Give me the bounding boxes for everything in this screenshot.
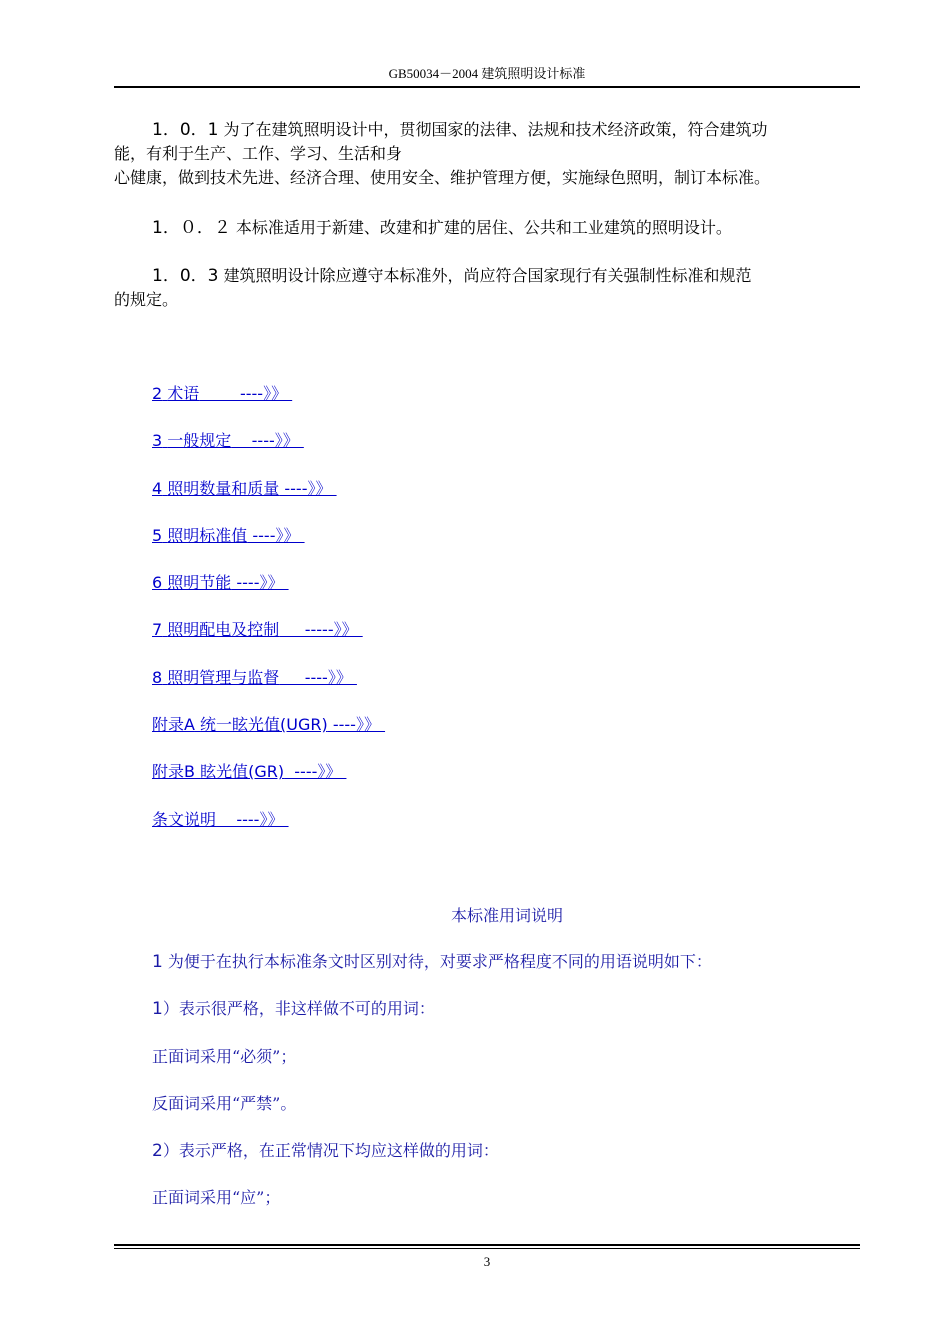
clause-text: 本标准适用于新建、改建和扩建的居住、公共和工业建筑的照明设计。 [235,218,732,237]
usage-line: 正面词采用“应”； [152,1188,281,1208]
usage-line: 1）表示很严格，非这样做不可的用词： [152,999,435,1020]
usage-list [152,950,712,1234]
toc-item [152,618,385,665]
toc-link-appendix-b[interactable]: 附录B 眩光值(GR) ----》》 [152,762,347,782]
clause-1-0-2 [114,216,864,240]
footer-rule [114,1244,860,1249]
clause-number: 1．０．２ [152,218,231,238]
toc-link-energy-saving[interactable]: 6 照明节能 ----》》 [152,573,289,593]
toc-link-quantity-quality[interactable]: 4 照明数量和质量 ----》》 [152,478,337,498]
toc-item [152,382,385,429]
toc-link-explanation[interactable]: 条文说明 ----》》 [152,809,289,829]
toc-link-management[interactable]: 8 照明管理与监督 ----》》 [152,667,357,687]
clause-number: 1．0．1 [152,120,219,140]
usage-section-heading: 本标准用词说明 [450,906,563,925]
clause-line: 心健康，做到技术先进、经济合理、使用安全、维护管理方便，实施绿色照明，制订本标准。 [114,168,771,187]
clause-number: 1．0．3 [152,266,219,286]
clause-1-0-1 [114,118,864,190]
usage-line: 2）表示严格，在正常情况下均应这样做的用词： [152,1141,499,1162]
usage-line: 1 为便于在执行本标准条文时区别对待，对要求严格程度不同的用语说明如下： [152,952,712,972]
toc-item [152,713,385,760]
toc-item [152,760,385,807]
toc-item [152,429,385,476]
toc-item [152,571,385,618]
page-number: 3 [483,1254,491,1269]
toc-item [152,666,385,713]
clause-1-0-3 [114,264,864,312]
toc-item [152,808,385,855]
usage-line: 反面词采用“严禁”。 [152,1093,297,1113]
clause-text: 为了在建筑照明设计中，贯彻国家的法律、法规和技术经济政策，符合建筑功 [223,120,768,139]
toc-item [152,477,385,524]
toc-link-appendix-a[interactable]: 附录A 统一眩光值(UGR) ----》》 [152,715,386,735]
clause-line: 的规定。 [114,290,179,309]
header-rule [114,86,860,88]
clause-line [114,118,864,142]
clause-text: 建筑照明设计除应遵守本标准外，尚应符合国家现行有关强制性标准和规范 [223,266,752,285]
usage-line: 正面词采用“必须”； [152,1046,297,1066]
page-header-title: GB50034－2004 建筑照明设计标准 [388,66,586,81]
toc-list [152,382,385,855]
toc-link-terms[interactable]: 2 术语 ----》》 [152,384,293,403]
toc-link-standard-values[interactable]: 5 照明标准值 ----》》 [152,525,305,545]
toc-link-general[interactable]: 3 一般规定 ----》》 [152,431,304,451]
clause-line: 能，有利于生产、工作、学习、生活和身 [114,144,403,163]
toc-link-distribution-control[interactable]: 7 照明配电及控制 -----》》 [152,620,363,640]
clause-line [114,216,864,240]
clause-line [114,264,864,288]
toc-item [152,524,385,571]
